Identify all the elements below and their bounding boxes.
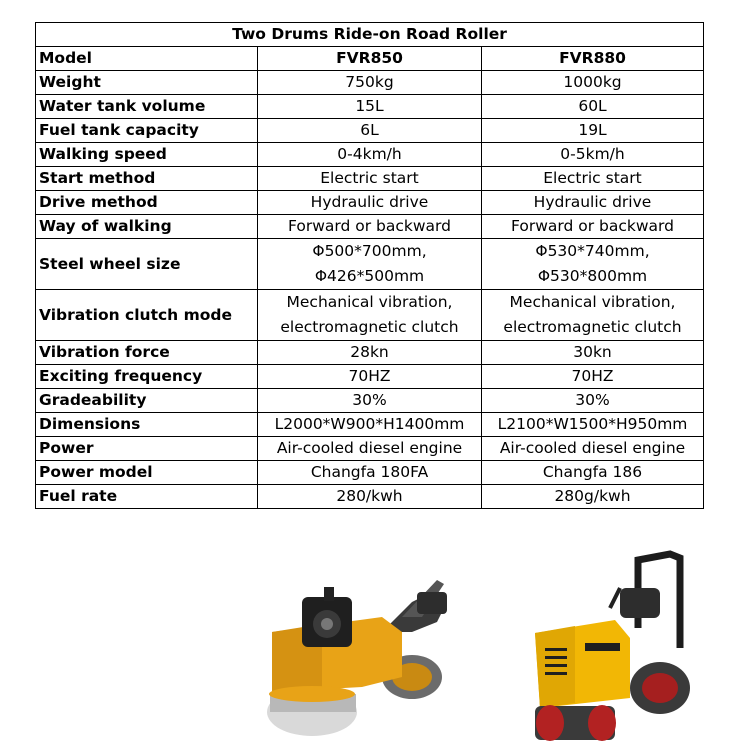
cell-value: 280g/kwh [482,485,704,509]
cell-value: Changfa 186 [482,461,704,485]
table-row [36,167,704,191]
cell-value: Changfa 180FA [258,461,482,485]
row-label: Gradeability [36,389,258,413]
table-row [36,119,704,143]
cell-line: Φ530*800mm [537,267,648,285]
cell-value: Electric start [258,167,482,191]
cell-line: Φ530*740mm, [535,242,650,260]
cell-value [258,239,482,290]
table-title: Two Drums Ride-on Road Roller [36,23,704,47]
row-label: Dimensions [36,413,258,437]
row-label: Weight [36,71,258,95]
cell-value: 28kn [258,341,482,365]
row-label: Fuel tank capacity [36,119,258,143]
cell-value: 60L [482,95,704,119]
table-row [36,191,704,215]
cell-line: Mechanical vibration, [509,293,676,311]
cell-value: Air-cooled diesel engine [258,437,482,461]
row-label: Vibration force [36,341,258,365]
cell-line: Φ426*500mm [314,267,425,285]
cell-value: L2000*W900*H1400mm [258,413,482,437]
table-row [36,239,704,290]
cell-value: Forward or backward [258,215,482,239]
cell-line: electromagnetic clutch [280,318,459,336]
table-row [36,437,704,461]
cell-value: 70HZ [258,365,482,389]
table-row [36,485,704,509]
header-label: Model [36,47,258,71]
cell-value: 30% [258,389,482,413]
cell-value: 30kn [482,341,704,365]
cell-value: Hydraulic drive [482,191,704,215]
cell-value: 6L [258,119,482,143]
row-label: Start method [36,167,258,191]
road-roller-icon [535,554,690,741]
row-label: Fuel rate [36,485,258,509]
cell-line: Φ500*700mm, [312,242,427,260]
row-label: Way of walking [36,215,258,239]
row-label: Walking speed [36,143,258,167]
cell-value: 19L [482,119,704,143]
cell-value: Hydraulic drive [258,191,482,215]
table-row [36,413,704,437]
row-label: Power model [36,461,258,485]
cell-value: L2100*W1500*H950mm [482,413,704,437]
cell-value: 0-4km/h [258,143,482,167]
cell-value: 750kg [258,71,482,95]
row-label: Steel wheel size [36,239,258,290]
cell-value: 15L [258,95,482,119]
cell-value [258,290,482,341]
table-row [36,461,704,485]
table-row [36,290,704,341]
header-row [36,47,704,71]
cell-value: Electric start [482,167,704,191]
table-row [36,389,704,413]
cell-value: Air-cooled diesel engine [482,437,704,461]
row-label: Power [36,437,258,461]
cell-line: electromagnetic clutch [503,318,682,336]
row-label: Vibration clutch mode [36,290,258,341]
row-label: Water tank volume [36,95,258,119]
row-label: Drive method [36,191,258,215]
table-row [36,95,704,119]
cell-value: Forward or backward [482,215,704,239]
cell-value [482,239,704,290]
road-roller-image-fvr850 [262,562,462,742]
cell-value: 70HZ [482,365,704,389]
table-row [36,341,704,365]
table-row [36,215,704,239]
cell-value: 0-5km/h [482,143,704,167]
road-roller-image-fvr880 [520,548,700,748]
road-roller-icon [267,580,447,736]
table-row [36,71,704,95]
cell-line: Mechanical vibration, [286,293,453,311]
model-fvr880: FVR880 [482,47,704,71]
cell-value: 1000kg [482,71,704,95]
cell-value [482,290,704,341]
spec-table [35,22,704,509]
model-fvr850: FVR850 [258,47,482,71]
row-label: Exciting frequency [36,365,258,389]
title-row [36,23,704,47]
table-row [36,365,704,389]
cell-value: 30% [482,389,704,413]
table-row [36,143,704,167]
cell-value: 280/kwh [258,485,482,509]
